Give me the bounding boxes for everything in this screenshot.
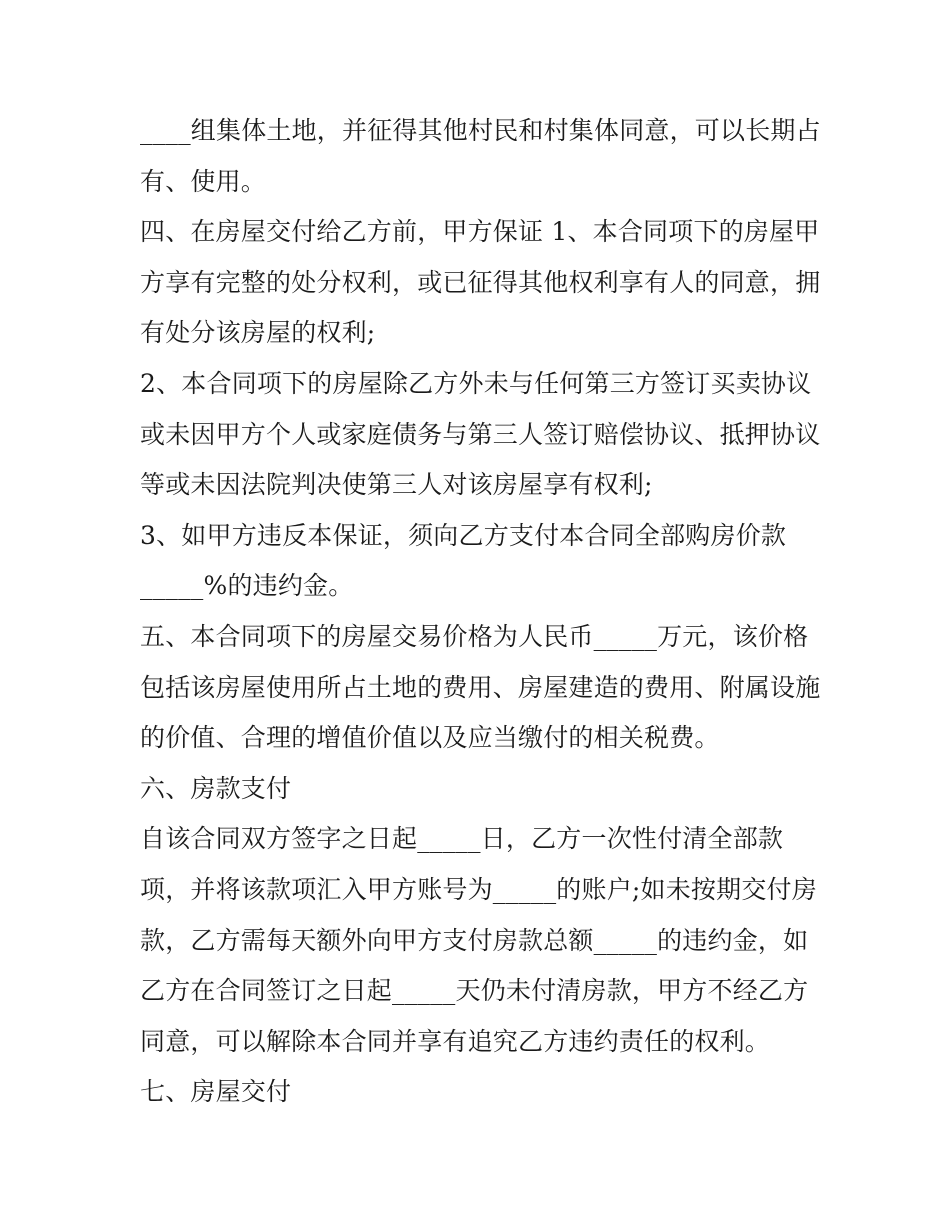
text-line: 项，并将该款项汇入甲方账号为_____的账户;如未按期交付房 [140,874,817,904]
text-line: 有、使用。 [140,166,267,196]
section-heading: 七、房屋交付 [140,1077,292,1107]
text-line: 3、如甲方违反本保证，须向乙方支付本合同全部购房价款 [140,520,787,550]
text-line: 四、在房屋交付给乙方前，甲方保证 1、本合同项下的房屋甲 [140,217,820,247]
text-line: 包括该房屋使用所占土地的费用、房屋建造的费用、附属设施 [140,672,821,702]
text-line: ____组集体土地，并征得其他村民和村集体同意，可以长期占 [140,116,821,145]
text-line: 2、本合同项下的房屋除乙方外未与任何第三方签订买卖协议 [140,368,812,398]
text-line: _____%的违约金。 [140,571,354,601]
section-heading: 六、房款支付 [140,773,292,803]
document-body [140,106,820,1118]
text-line: 有处分该房屋的权利; [140,318,376,348]
text-line: 或未因甲方个人或家庭债务与第三人签订赔偿协议、抵押协议 [140,419,821,449]
text-line: 乙方在合同签订之日起_____天仍未付清房款，甲方不经乙方 [140,976,809,1006]
text-line: 等或未因法院判决使第三人对该房屋享有权利; [140,470,653,500]
text-line: 同意，可以解除本合同并享有追究乙方违约责任的权利。 [140,1026,771,1056]
text-line: 的价值、合理的增值价值以及应当缴付的相关税费。 [140,723,720,753]
text-line: 款，乙方需每天额外向甲方支付房款总额_____的违约金，如 [140,925,809,955]
text-line: 五、本合同项下的房屋交易价格为人民币_____万元，该价格 [140,621,809,651]
text-line: 自该合同双方签字之日起_____日，乙方一次性付清全部款 [140,824,784,854]
text-line: 方享有完整的处分权利，或已征得其他权利享有人的同意，拥 [140,267,821,297]
